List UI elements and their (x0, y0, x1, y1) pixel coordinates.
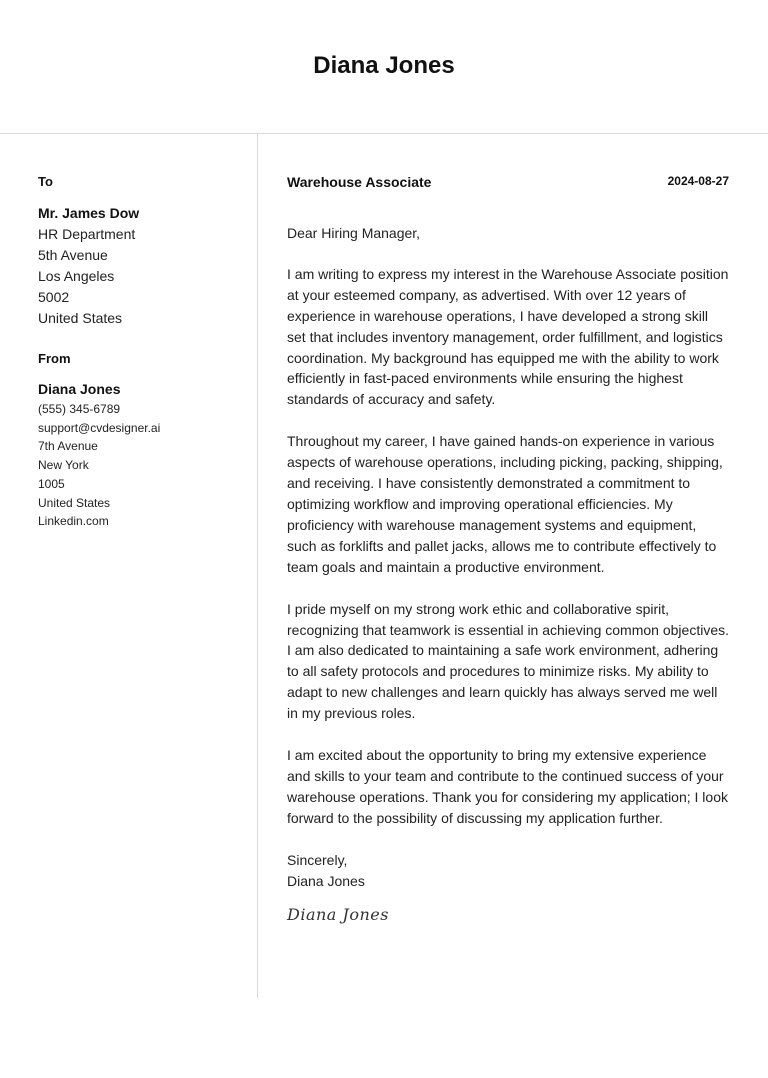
column-divider (257, 134, 258, 998)
closing-name: Diana Jones (287, 872, 365, 889)
sidebar (38, 173, 238, 531)
letter-date: 2024-08-27 (667, 174, 729, 188)
recipient-street: 5th Avenue (38, 247, 108, 263)
paragraph: I am writing to express my interest in the Warehouse Associate position at your esteemed company, as advertised. With over 12 years of experience in warehouse operations, I have developed a strong skill set that includes inventory management, order fulfillment, and logistics coordination. My background has equipped me with the ability to work efficiently in fast-paced environments while ensuring the highest standards of accuracy and safety. (287, 265, 729, 408)
sender-zip: 1005 (38, 476, 65, 491)
sender-name: Diana Jones (38, 381, 121, 397)
sender-country: United States (38, 495, 111, 510)
recipient-name: Mr. James Dow (38, 205, 140, 221)
recipient-country: United States (38, 310, 123, 326)
job-title: Warehouse Associate (287, 174, 432, 190)
recipient-department: HR Department (38, 226, 136, 242)
recipient-address (38, 224, 238, 329)
from-label: From (38, 351, 71, 366)
letter-body (287, 173, 729, 924)
letter-meta (287, 173, 729, 193)
recipient-zip: 5002 (38, 289, 70, 305)
sender-street: 7th Avenue (38, 439, 98, 454)
closing: Sincerely, (287, 851, 348, 868)
sender-contact (38, 400, 238, 531)
to-label: To (38, 174, 53, 189)
paragraph: Throughout my career, I have gained hands-on experience in various aspects of warehouse operations, including picking, packing, shipping, and receiving. I have consistently demonstrated a commitment to optimizing workflow and improving operational efficiencies. My proficiency with warehouse management systems and equipment, such as forklifts and pallet jacks, allows me to contribute effectively to team goals and maintain a productive environment. (287, 433, 723, 575)
paragraph: I pride myself on my strong work ethic and collaborative spirit, recognizing that teamwork is essential in achieving common objectives. I am also dedicated to maintaining a safe work environment, adhering to all safety protocols and procedures to minimize risks. My ability to adapt to new challenges and learn quickly has always served me well in my previous roles. (287, 600, 729, 722)
greeting: Dear Hiring Manager, (287, 225, 421, 241)
sender-email: support@cvdesigner.ai (38, 420, 161, 435)
paragraph: I am excited about the opportunity to bring my extensive experience and skills to your team and contribute to the continued success of your warehouse operations. Thank you for considering my application; I look forward to the possibility of discussing my application further. (287, 747, 728, 826)
letter-header (0, 0, 768, 134)
sender-city: New York (38, 458, 89, 473)
sender-linkedin: Linkedin.com (38, 514, 109, 529)
letter-content (287, 223, 729, 891)
applicant-name: Diana Jones (313, 52, 455, 79)
sender-phone: (555) 345-6789 (38, 402, 121, 416)
signature: Diana Jones (287, 905, 389, 925)
recipient-city: Los Angeles (38, 268, 115, 284)
